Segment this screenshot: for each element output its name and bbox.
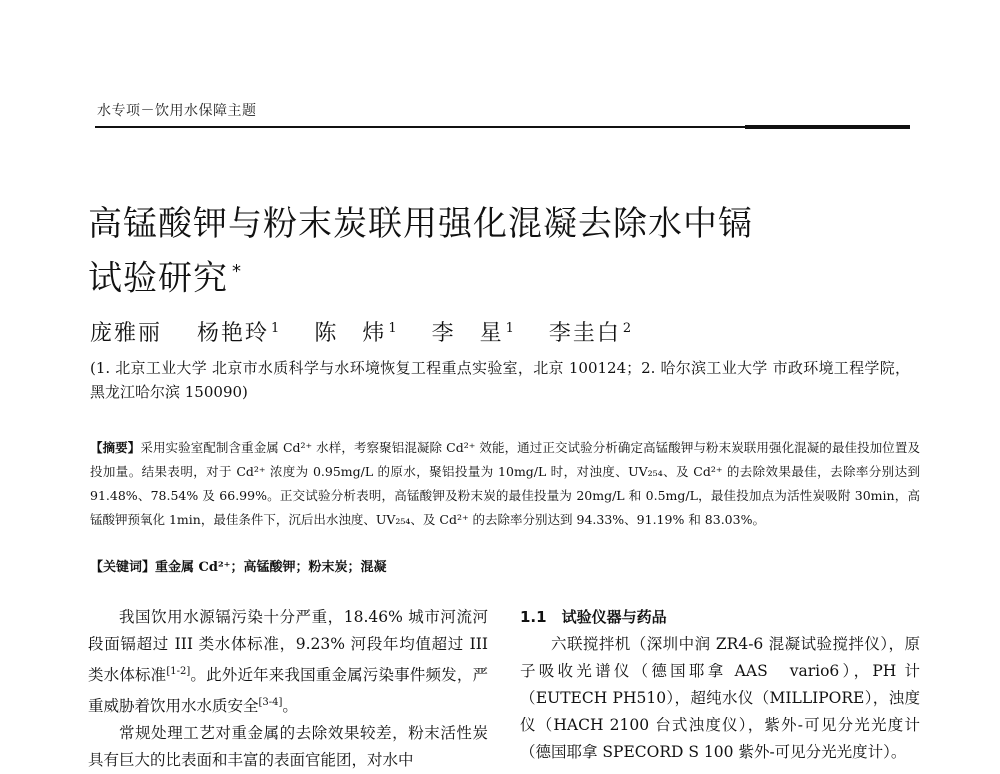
title-footnote-mark: * [232,261,242,282]
header-rule-thick [745,125,910,129]
right-column [520,604,920,766]
keywords-label: 【关键词】 [90,560,156,575]
paragraph: 我国饮用水源镉污染十分严重，18.46% 城市河流河段面镉超过 III 类水体标准，9.23% 河段年均值超过 III 类水体标准[1-2]。此外近年来我国重金属污染事件频发，严重威胁着饮用水水质安全[3-4]。 [88,608,488,716]
author: 庞雅丽 [90,321,163,346]
left-column [88,604,488,774]
paragraph: 六联搅拌机（深圳中润 ZR4-6 混凝试验搅拌仪），原子吸收光谱仪（德国耶拿 AAS vario6），PH 计（EUTECH PH510），超纯水仪（MILLIPORE），浊度仪（HACH 2100 台式浊度仪），紫外-可见分光光度计（德国耶拿 SPECORD S 100 紫外-可见分光光度计）。 [520,635,920,761]
abstract-label: 【摘要】 [90,440,141,455]
author: 李圭白 $^2$ [548,320,634,346]
abstract [90,436,920,532]
paper-title [88,200,908,302]
citation: [1-2] [166,666,191,677]
author-list [90,316,657,347]
section-heading: 1.1 试验仪器与药品 [520,608,667,626]
author: 陈 炜 $^1$ [314,320,399,346]
abstract-text: 采用实验室配制含重金属 Cd²⁺ 水样，考察聚铝混凝除 Cd²⁺ 效能，通过正交试验分析确定高锰酸钾与粉末炭联用强化混凝的最佳投加位置及投加量。结果表明，对于 Cd²⁺ 浓度为 0.95mg/L 的原水，聚铝投量为 10mg/L 时，对浊度、UV₂₅₄、及 Cd²⁺ 的去除效果最佳，去除率分别达到 91.48%、78.54% 及 66.99%。正交试验分析表明，高锰酸钾及粉末炭的最佳投量为 20mg/L 和 0.5mg/L，最佳投加点为活性炭吸附 30min，高锰酸钾预氧化 1min，最佳条件下，沉后出水浊度、UV₂₅₄、及 Cd²⁺ 的去除率分别达到 94.33%、91.19% 和 83.03%。 [90,440,920,527]
journal-section-header: 水专项－饮用水保障主题 [97,103,257,119]
author: 杨艳玲 $^1$ [197,320,282,346]
affiliations: (1. 北京工业大学 北京市水质科学与水环境恢复工程重点实验室，北京 100124；2. 哈尔滨工业大学 市政环境工程学院，黑龙江哈尔滨 150090) [90,359,910,401]
keywords [90,556,910,580]
author: 李 星 $^1$ [431,320,516,346]
title-line-2: 试验研究 * [88,258,242,299]
keywords-text: 重金属 Cd²⁺；高锰酸钾；粉末炭；混凝 [155,560,387,575]
paragraph: 常规处理工艺对重金属的去除效果较差，粉末活性炭具有巨大的比表面和丰富的表面官能团，对水中 [88,724,488,770]
citation: [3-4] [258,697,283,709]
title-line-1: 高锰酸钾与粉末炭联用强化混凝去除水中镉 [88,204,753,244]
